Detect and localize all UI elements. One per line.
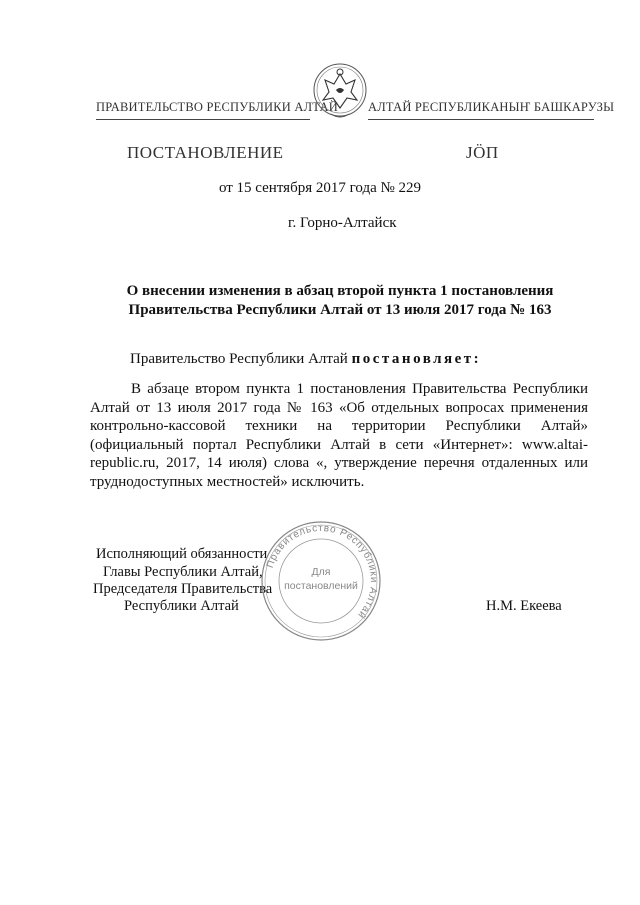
emblem-icon (311, 60, 369, 126)
seal-center-line-1: Для (311, 566, 331, 578)
resolve-line (130, 351, 481, 368)
title-line-2: Правительства Республики Алтай от 13 июля 2017 года № 163 (128, 302, 552, 318)
resolve-verb: постановляет: (351, 351, 482, 367)
signature-line-3: Председателя Правительства (93, 581, 273, 597)
signature-line-2: Главы Республики Алтай, (103, 564, 263, 580)
header-rule-right (368, 119, 594, 120)
doc-type-russian: ПОСТАНОВЛЕНИЕ (127, 143, 284, 162)
body-paragraph: В абзаце втором пункта 1 постановления Правительства Республики Алтай от 13 июля 2017 года № 163 «Об отдельных вопросах применения контрольно-кассовой техники на территории Республики Алтай» (официальный портал Республики Алтай в сети «Интернет»: www.altai-republic.ru, 2017, 14 июля) слова «, утверждение перечня отдаленных или труднодоступных местностей» исключить. (90, 381, 588, 490)
signature-line-1: Исполняющий обязанности (96, 546, 268, 562)
document-date-number: от 15 сентября 2017 года № 229 (218, 180, 422, 196)
seal-ring-text: Правительство Республики Алтай (264, 522, 380, 621)
seal-center-line-2: постановлений (284, 580, 358, 592)
document-title (90, 282, 590, 320)
government-name-altai: АЛТАЙ РЕСПУБЛИКАНЫҤ БАШКАРУЗЫ (368, 100, 615, 114)
government-name-russian: ПРАВИТЕЛЬСТВО РЕСПУБЛИКИ АЛТАЙ (96, 100, 338, 114)
resolve-subject: Правительство Республики Алтай (130, 351, 352, 367)
doc-type-altai: ЈÖП (466, 143, 499, 162)
document-city: г. Горно-Алтайск (288, 215, 397, 231)
signer-name: Н.М. Екеева (486, 598, 562, 614)
official-seal (259, 519, 383, 643)
title-line-1: О внесении изменения в абзац второй пункта 1 постановления (126, 283, 554, 299)
header-rule-left (96, 119, 310, 120)
signature-line-4: Республики Алтай (124, 598, 239, 614)
